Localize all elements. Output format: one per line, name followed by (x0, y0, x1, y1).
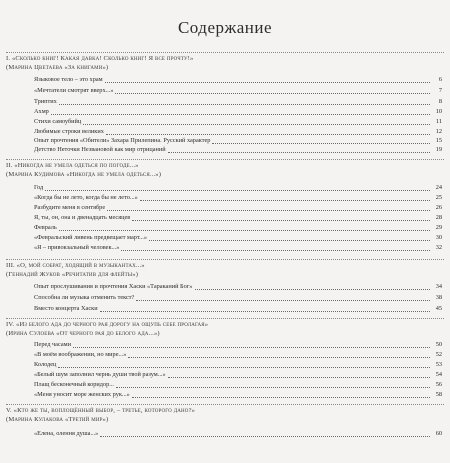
leader-dots (59, 104, 430, 105)
entry-page: 28 (435, 214, 442, 221)
toc-entry[interactable] (34, 430, 442, 438)
entry-page: 56 (435, 381, 442, 388)
entry-page: 34 (435, 283, 442, 290)
toc-entry[interactable] (34, 305, 442, 313)
toc-entry[interactable] (34, 341, 442, 349)
entry-title: Любимые строки великих (34, 128, 104, 135)
entry-title: Языковое тело – это храм (34, 76, 103, 83)
entry-title: «Я – привокзальный человек...» (34, 244, 120, 251)
leader-dots (105, 82, 430, 83)
leader-dots (116, 387, 430, 388)
toc-entry[interactable] (34, 137, 442, 145)
toc-entry[interactable] (34, 361, 442, 369)
leader-dots (195, 289, 430, 290)
entry-title: Разбудите меня в сентябре (34, 204, 106, 211)
toc-entry[interactable] (34, 224, 442, 232)
entry-page: 54 (435, 371, 442, 378)
leader-dots (59, 230, 430, 231)
toc-entry[interactable] (34, 87, 442, 95)
toc-entry[interactable] (34, 294, 442, 302)
leader-dots (58, 367, 430, 368)
entry-page: 26 (435, 204, 442, 211)
leader-dots (128, 357, 430, 358)
toc-entry[interactable] (34, 204, 442, 212)
leader-dots (115, 93, 430, 94)
entry-title: Детство Неточки Незвановой как мир отрицаний (34, 146, 166, 153)
page-title: Содержание (177, 18, 273, 37)
toc-entry[interactable] (34, 371, 442, 379)
leader-dots (51, 114, 430, 115)
entry-page: 38 (435, 294, 442, 301)
leader-dots (132, 220, 430, 221)
section-divider (6, 404, 444, 405)
entry-page: 58 (435, 391, 442, 398)
section-divider (6, 259, 444, 260)
entry-page: 45 (435, 305, 442, 312)
entry-title: Колодец (34, 361, 57, 368)
section-heading-line: IV. «Из белого ада до черного рая дорогу на ощупь себе пролагая» (6, 321, 209, 328)
section-divider (6, 52, 444, 53)
leader-dots (168, 377, 430, 378)
leader-dots (45, 190, 430, 191)
entry-page: 8 (438, 98, 442, 105)
toc-entry[interactable] (34, 283, 442, 291)
section-heading-subline: (Марина Кудимова «Никогда не умела одеться...») (6, 170, 162, 178)
entry-title: Опыт прочтения «Обители» Захара Прилепина. Русский характер (34, 137, 211, 144)
leader-dots (212, 143, 430, 144)
entry-title: Я, ты, он, она и двенадцать месяцев (34, 214, 131, 221)
entry-title: «Белый шум заполнил чернь души твой разум...» (34, 371, 166, 378)
section-heading-subline: (Марина Кулакова «Третий мир») (6, 415, 109, 423)
entry-title: Триптих (34, 98, 57, 105)
leader-dots (140, 200, 430, 201)
entry-title: «Елена, олення душа...» (34, 430, 99, 437)
section-heading-line: III. «О, мой собрат, ходящий в музыкантах...» (6, 262, 145, 269)
leader-dots (100, 311, 430, 312)
entry-page: 11 (435, 118, 442, 125)
entry-title: Февраль (34, 224, 57, 231)
section-heading (6, 55, 420, 72)
entry-title: Вместо концерта Хаски (34, 305, 98, 312)
leader-dots (121, 250, 430, 251)
entry-title: Перед часами (34, 341, 71, 348)
leader-dots (73, 347, 430, 348)
section-divider (6, 159, 444, 160)
leader-dots (132, 397, 430, 398)
leader-dots (149, 240, 430, 241)
entry-page: 52 (435, 351, 442, 358)
toc-entry[interactable] (34, 234, 442, 242)
leader-dots (107, 210, 430, 211)
section-heading (6, 162, 420, 179)
section-heading-line: II. «Никогда не умела одеться по погоде...» (6, 162, 139, 169)
entry-title: «Мечтатели смотрят вверх...» (34, 87, 114, 94)
section-heading (6, 321, 420, 338)
toc-entry[interactable] (34, 391, 442, 399)
toc-entry[interactable] (34, 381, 442, 389)
leader-dots (83, 124, 430, 125)
section-heading (6, 262, 420, 279)
entry-page: 15 (435, 137, 442, 144)
entry-title: Опыт прослушивания и прочтения Хаски «Тараканий Бог» (34, 283, 193, 290)
toc-entry[interactable] (34, 244, 442, 252)
entry-page: 29 (435, 224, 442, 231)
entry-page: 19 (435, 146, 442, 153)
leader-dots (100, 436, 430, 437)
entry-title: Год (34, 184, 44, 191)
section-heading-subline: (Ирина Сулоева «От черного рая до белого ада...») (6, 329, 160, 337)
entry-page: 6 (438, 76, 442, 83)
leader-dots (106, 134, 430, 135)
toc-entry[interactable] (34, 146, 442, 154)
entry-page: 50 (435, 341, 442, 348)
toc-entry[interactable] (34, 184, 442, 192)
toc-entry[interactable] (34, 108, 442, 116)
entry-page: 24 (435, 184, 442, 191)
toc-entry[interactable] (34, 194, 442, 202)
leader-dots (168, 152, 430, 153)
entry-title: Плащ бесконечный коридор... (34, 381, 115, 388)
entry-title: «Когда бы не лето, когда бы не лето...» (34, 194, 138, 201)
section-heading (6, 407, 420, 424)
toc-entry[interactable] (34, 118, 442, 126)
toc-entry[interactable] (34, 76, 442, 84)
entry-title: Способна ли музыка отменить текст? (34, 294, 135, 301)
entry-page: 32 (435, 244, 442, 251)
section-heading-line: V. «Кто же ты, воплощённый выбор, – третье, которого дано?» (6, 407, 196, 414)
toc-entry[interactable] (34, 98, 442, 106)
entry-page: 25 (435, 194, 442, 201)
entry-title: «В моём воображении, но мире...» (34, 351, 127, 358)
section-heading-subline: (Марина Цветаева «За книгами») (6, 63, 109, 71)
entry-title: «Меня уносит море женских рук...» (34, 391, 130, 398)
entry-title: Ахмр (34, 108, 49, 115)
section-heading-subline: (Геннадий Жуков «Речитатив для флейты») (6, 270, 139, 278)
toc-entry[interactable] (34, 351, 442, 359)
entry-title: Стихи самоубийц (34, 118, 82, 125)
entry-page: 30 (435, 234, 442, 241)
toc-entry[interactable] (34, 128, 442, 136)
entry-page: 53 (435, 361, 442, 368)
entry-page: 12 (435, 128, 442, 135)
entry-title: «Февральский ливень предвещает март...» (34, 234, 148, 241)
entry-page: 60 (435, 430, 442, 437)
entry-page: 10 (435, 108, 442, 115)
section-heading-line: I. «Сколько книг! Какая давка! Сколько книг! Я все прочту!» (6, 55, 194, 62)
entry-page: 7 (438, 87, 442, 94)
section-divider (6, 318, 444, 319)
toc-entry[interactable] (34, 214, 442, 222)
leader-dots (136, 300, 430, 301)
